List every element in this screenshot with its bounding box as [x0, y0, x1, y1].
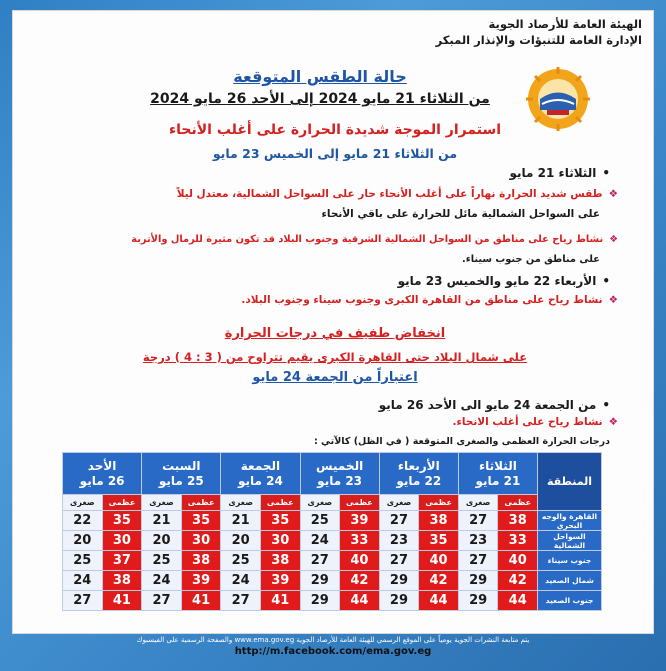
max-temp-cell: 41 [260, 591, 300, 611]
min-temp-cell: 25 [142, 551, 182, 571]
day-date: 21 مايو [475, 473, 521, 488]
min-label: صغرى [458, 495, 498, 511]
table-row [63, 571, 602, 591]
min-temp-cell: 21 [221, 511, 261, 531]
region-name: جنوب سيناء [538, 551, 602, 571]
min-temp-cell: 27 [458, 551, 498, 571]
diamond-bullet-icon: ❖ [608, 416, 618, 428]
min-temp-cell: 25 [300, 511, 340, 531]
max-temp-cell: 38 [181, 551, 221, 571]
day-header [300, 453, 379, 495]
bullet-dot-icon: • [602, 398, 610, 412]
min-temp-cell: 24 [63, 571, 103, 591]
max-temp-cell: 38 [419, 511, 459, 531]
table-caption: درجات الحرارة العظمى والصغرى المتوقعة ( في الظل) كالآتي : [313, 436, 610, 447]
temperature-drop-detail: على شمال البلاد حتى القاهرة الكبرى يقيم تتراوح من ( 3 : 4 ) درجة [142, 350, 528, 364]
footer-note: يتم متابعة النشرات الجوية يومياً على الموقع الرسمي للهيئة العامة للأرصاد الجوية www.ema.gov.eg والصفحة الرسمية على الفيسبوك [136, 636, 530, 644]
max-temp-cell: 40 [498, 551, 538, 571]
temperature-drop-from: اعتباراً من الجمعة 24 مايو [252, 370, 418, 385]
bullet-dot-icon: • [602, 166, 610, 180]
day-header [142, 453, 221, 495]
min-temp-cell: 27 [300, 551, 340, 571]
heatwave-headline: استمرار الموجة شديدة الحرارة على أغلب الأنحاء [168, 122, 502, 138]
max-temp-cell: 35 [181, 511, 221, 531]
max-temp-cell: 44 [498, 591, 538, 611]
min-temp-cell: 25 [63, 551, 103, 571]
max-temp-cell: 38 [498, 511, 538, 531]
max-temp-cell: 35 [102, 511, 142, 531]
day-date: 25 مايو [158, 473, 204, 488]
min-label: صغرى [379, 495, 419, 511]
max-temp-cell: 38 [260, 551, 300, 571]
ema-logo-icon [525, 66, 591, 132]
max-label: عظمى [102, 495, 142, 511]
min-temp-cell: 27 [221, 591, 261, 611]
max-temp-cell: 44 [419, 591, 459, 611]
min-temp-cell: 24 [221, 571, 261, 591]
max-temp-cell: 42 [498, 571, 538, 591]
region-name: السواحل الشمالية [538, 531, 602, 551]
table-row [63, 531, 602, 551]
min-temp-cell: 23 [379, 531, 419, 551]
day-name: الثلاثاء [479, 458, 517, 473]
min-temp-cell: 27 [458, 511, 498, 531]
page-title: حالة الطقس المتوقعة [233, 67, 407, 86]
min-label: صغرى [221, 495, 261, 511]
min-temp-cell: 21 [142, 511, 182, 531]
max-temp-cell: 42 [340, 571, 380, 591]
max-label: عظمى [498, 495, 538, 511]
max-temp-cell: 35 [260, 511, 300, 531]
min-label: صغرى [63, 495, 103, 511]
min-temp-cell: 22 [63, 511, 103, 531]
region-name: القاهرة والوجه البحري [538, 511, 602, 531]
min-label: صغرى [300, 495, 340, 511]
tuesday-bullet-2: ❖نشاط رياح على مناطق من السواحل الشمالية الشرقية وجنوب البلاد قد تكون مثيرة للرمال والأتربة على مناطق من جنوب سيناء. [131, 234, 618, 265]
min-temp-cell: 20 [63, 531, 103, 551]
day-date: 26 مايو [79, 473, 125, 488]
max-temp-cell: 30 [181, 531, 221, 551]
max-temp-cell: 40 [419, 551, 459, 571]
diamond-bullet-icon: ❖ [609, 234, 618, 245]
min-temp-cell: 27 [63, 591, 103, 611]
max-label: عظمى [419, 495, 459, 511]
min-temp-cell: 20 [221, 531, 261, 551]
min-temp-cell: 29 [379, 591, 419, 611]
min-temp-cell: 29 [300, 571, 340, 591]
region-name: شمال الصعيد [538, 571, 602, 591]
tuesday-bullet-1: ❖طقس شديد الحرارة نهاراً على أغلب الأنحاء حار على السواحل الشمالية، معتدل ليلاً على السواحل الشمالية مائل للحرارة على باقي الأنحاء [176, 188, 618, 220]
tuesday-heading: •الثلاثاء 21 مايو [509, 166, 610, 180]
min-temp-cell: 29 [300, 591, 340, 611]
wed-thu-bullet: ❖نشاط رياح على مناطق من القاهرة الكبرى وجنوب سيناء وجنوب البلاد. [241, 294, 618, 306]
min-temp-cell: 27 [379, 551, 419, 571]
temperature-drop-headline: انخفاض طفيف في درجات الحرارة [224, 326, 446, 341]
bullet-dot-icon: • [602, 274, 610, 288]
temperature-table-wrapper [62, 452, 602, 611]
min-temp-cell: 27 [142, 591, 182, 611]
diamond-bullet-icon: ❖ [608, 294, 618, 306]
max-temp-cell: 35 [419, 531, 459, 551]
day-date: 23 مايو [317, 473, 363, 488]
region-name: جنوب الصعيد [538, 591, 602, 611]
min-temp-cell: 24 [300, 531, 340, 551]
min-temp-cell: 29 [379, 571, 419, 591]
day-name: الخميس [316, 458, 364, 473]
day-header [221, 453, 300, 495]
max-label: عظمى [340, 495, 380, 511]
max-temp-cell: 30 [260, 531, 300, 551]
footer [20, 636, 646, 657]
min-temp-cell: 29 [458, 591, 498, 611]
facebook-link[interactable]: http://m.facebook.com/ema.gov.eg [234, 646, 432, 657]
max-temp-cell: 44 [340, 591, 380, 611]
heatwave-period: من الثلاثاء 21 مايو إلى الخميس 23 مايو [212, 146, 458, 161]
day-name: السبت [162, 458, 201, 473]
max-temp-cell: 39 [340, 511, 380, 531]
max-label: عظمى [260, 495, 300, 511]
max-temp-cell: 37 [102, 551, 142, 571]
title-block [120, 66, 520, 110]
table-row [63, 551, 602, 571]
day-name: الأحد [87, 458, 117, 473]
max-temp-cell: 41 [102, 591, 142, 611]
max-temp-cell: 39 [181, 571, 221, 591]
temperature-table [62, 452, 602, 611]
forecast-period: من الثلاثاء 21 مايو 2024 إلى الأحد 26 مايو 2024 [150, 91, 490, 107]
day-header [458, 453, 537, 495]
min-temp-cell: 20 [142, 531, 182, 551]
wed-thu-heading: •الأربعاء 22 مايو والخميس 23 مايو [397, 274, 610, 288]
max-temp-cell: 30 [102, 531, 142, 551]
fri-sun-bullet: ❖نشاط رياح على أغلب الانحاء. [452, 416, 618, 428]
day-header [379, 453, 458, 495]
day-date: 22 مايو [396, 473, 442, 488]
min-temp-cell: 29 [458, 571, 498, 591]
max-temp-cell: 33 [498, 531, 538, 551]
max-temp-cell: 38 [102, 571, 142, 591]
region-header: المنطقة [538, 453, 602, 511]
min-temp-cell: 24 [142, 571, 182, 591]
day-name: الجمعة [240, 458, 281, 473]
org-department: الإدارة العامة للتنبؤات والإنذار المبكر [435, 33, 642, 47]
day-date: 24 مايو [238, 473, 283, 488]
max-temp-cell: 41 [181, 591, 221, 611]
table-row [63, 591, 602, 611]
min-temp-cell: 23 [458, 531, 498, 551]
max-temp-cell: 40 [340, 551, 380, 571]
day-name: الأربعاء [397, 458, 440, 473]
max-temp-cell: 39 [260, 571, 300, 591]
organization-header [436, 16, 642, 48]
max-temp-cell: 33 [340, 531, 380, 551]
max-label: عظمى [181, 495, 221, 511]
min-temp-cell: 25 [221, 551, 261, 571]
min-label: صغرى [142, 495, 182, 511]
day-header [63, 453, 142, 495]
table-row [63, 511, 602, 531]
fri-sun-heading: •من الجمعة 24 مايو الى الأحد 26 مايو [378, 398, 610, 412]
diamond-bullet-icon: ❖ [608, 188, 618, 200]
max-temp-cell: 42 [419, 571, 459, 591]
min-temp-cell: 27 [379, 511, 419, 531]
org-name: الهيئة العامة للأرصاد الجوية [488, 17, 642, 31]
